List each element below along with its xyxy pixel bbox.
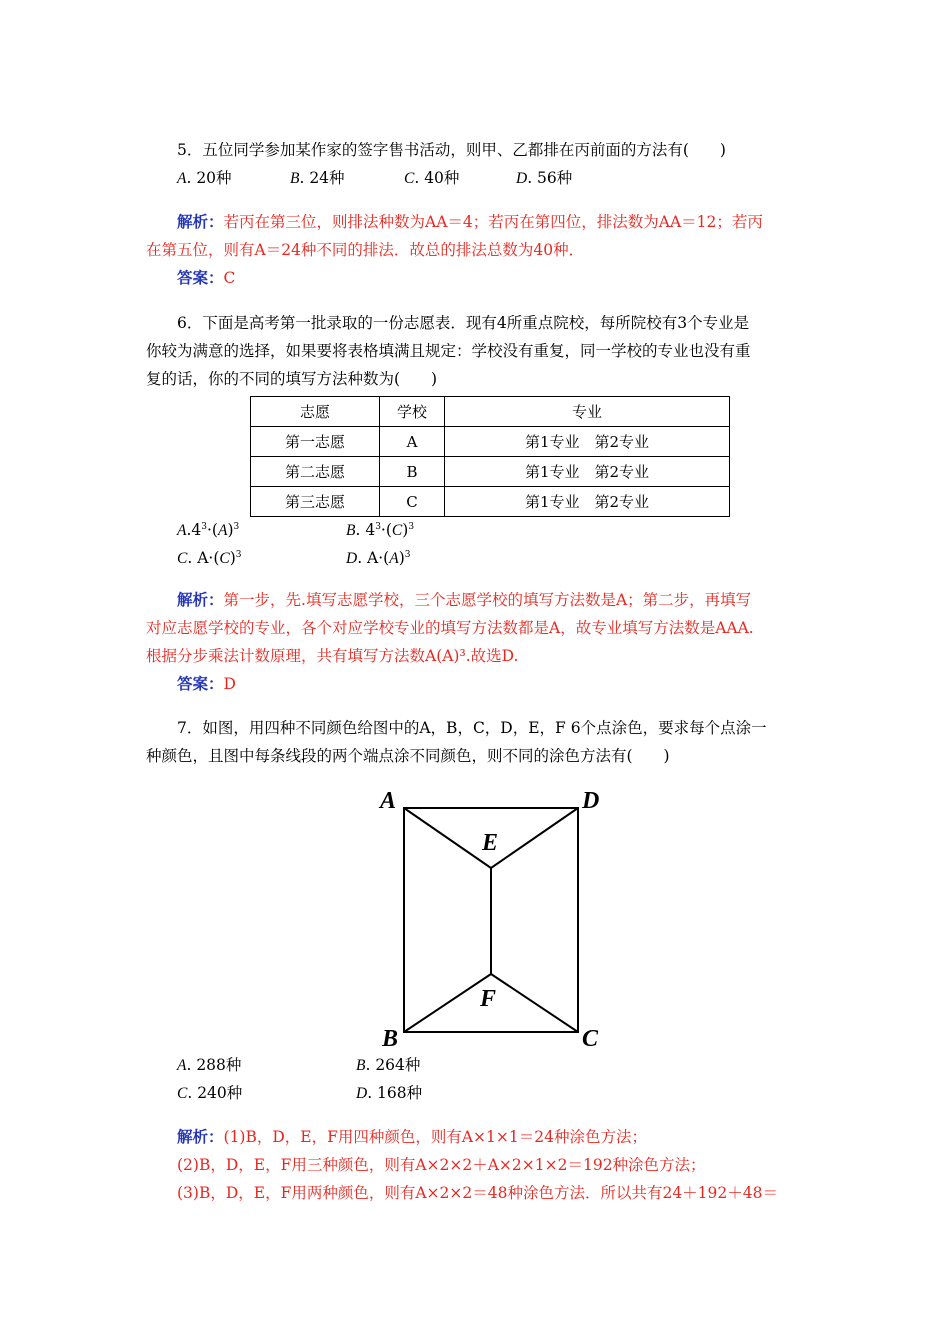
q7-option-d: D. 168种 bbox=[356, 1084, 423, 1102]
table-cell: 第1专业 第2专业 bbox=[445, 487, 730, 517]
table-cell: 第二志愿 bbox=[251, 457, 380, 487]
table-cell: 第1专业 第2专业 bbox=[445, 457, 730, 487]
table-row bbox=[251, 457, 730, 487]
table-cell: 第1专业 第2专业 bbox=[445, 427, 730, 457]
q5-option-d: D. 56种 bbox=[516, 169, 573, 187]
table-header-cell: 学校 bbox=[380, 397, 445, 427]
point-c-label: C bbox=[582, 1026, 599, 1052]
q7-analysis-line-2: (2)B，D，E，F用三种颜色，则有A×2×2＋A×2×1×2＝192种涂色方法； bbox=[177, 1156, 706, 1174]
table-row bbox=[251, 427, 730, 457]
q6-option-c: C. $A\cdot(C)^3$ bbox=[177, 549, 242, 567]
segment-f-c bbox=[491, 974, 578, 1032]
volunteer-table bbox=[250, 396, 730, 517]
q5-analysis-line-1: 解析：若丙在第三位，则排法种数为AA＝4；若丙在第四位，排法数为AA＝12；若丙 bbox=[177, 212, 763, 231]
table-cell: B bbox=[380, 457, 445, 487]
table-row bbox=[251, 487, 730, 517]
segment-d-e bbox=[491, 808, 578, 868]
q6-stem-line-1: 6．下面是高考第一批录取的一份志愿表．现有4所重点院校，每所院校有3个专业是 bbox=[177, 314, 750, 332]
q7-analysis-line-1: 解析：(1)B，D，E，F用四种颜色，则有A×1×1＝24种涂色方法； bbox=[177, 1127, 647, 1146]
q6-stem-line-2: 你较为满意的选择，如果要将表格填满且规定：学校没有重复，同一学校的专业也没有重 bbox=[146, 342, 751, 360]
table-cell: 第三志愿 bbox=[251, 487, 380, 517]
q6-answer: 答案：D bbox=[177, 674, 236, 693]
segment-a-e bbox=[404, 808, 491, 868]
table-header-cell: 专业 bbox=[445, 397, 730, 427]
q7-figure bbox=[370, 782, 610, 1052]
q5-option-c: C. 40种 bbox=[404, 169, 460, 187]
q6-stem-line-3: 复的话，你的不同的填写方法种数为( ) bbox=[146, 370, 438, 388]
q6-analysis-line-2: 对应志愿学校的专业，各个对应学校专业的填写方法数都是A，故专业填写方法数是AAA. bbox=[146, 619, 754, 637]
table-cell: 第一志愿 bbox=[251, 427, 380, 457]
q5-option-a: A. 20种 bbox=[177, 169, 232, 187]
q5-option-b: B. 24种 bbox=[290, 169, 345, 187]
q7-option-a: A. 288种 bbox=[177, 1056, 242, 1074]
table-header-cell: 志愿 bbox=[251, 397, 380, 427]
q6-option-a: $A.4^3\cdot(A)^3$ bbox=[177, 521, 240, 539]
point-a-label: A bbox=[380, 788, 397, 814]
point-f-label: F bbox=[480, 986, 497, 1012]
table-header-row bbox=[251, 397, 730, 427]
q7-analysis-line-3: (3)B，D，E，F用两种颜色，则有A×2×2＝48种涂色方法．所以共有24＋192＋48＝ bbox=[177, 1184, 778, 1202]
q6-analysis-line-1: 解析：第一步，先.填写志愿学校，三个志愿学校的填写方法数是A；第二步，再填写 bbox=[177, 590, 752, 609]
q7-stem-line-1: 7．如图，用四种不同颜色给图中的A，B，C，D，E，F 6个点涂色，要求每个点涂一 bbox=[177, 719, 767, 737]
q6-option-b: B. $4^3\cdot(C)^3$ bbox=[346, 521, 415, 539]
q5-analysis-line-2: 在第五位，则有A＝24种不同的排法．故总的排法总数为40种． bbox=[146, 241, 585, 259]
point-e-label: E bbox=[482, 830, 499, 856]
point-b-label: B bbox=[382, 1026, 399, 1052]
q5-stem: 5．五位同学参加某作家的签字售书活动，则甲、乙都排在丙前面的方法有( ) bbox=[177, 141, 726, 159]
q7-stem-line-2: 种颜色，且图中每条线段的两个端点涂不同颜色，则不同的涂色方法有( ) bbox=[146, 747, 670, 765]
q5-answer: 答案：C bbox=[177, 268, 236, 287]
point-d-label: D bbox=[582, 788, 600, 814]
q7-option-b: B. 264种 bbox=[356, 1056, 421, 1074]
segment-f-b bbox=[404, 974, 491, 1032]
table-cell: A bbox=[380, 427, 445, 457]
q6-analysis-line-3: 根据分步乘法计数原理，共有填写方法数A(A)³.故选D. bbox=[146, 647, 519, 665]
q7-option-c: C. 240种 bbox=[177, 1084, 243, 1102]
table-cell: C bbox=[380, 487, 445, 517]
q6-option-d: D. $A\cdot(A)^3$ bbox=[346, 549, 411, 567]
